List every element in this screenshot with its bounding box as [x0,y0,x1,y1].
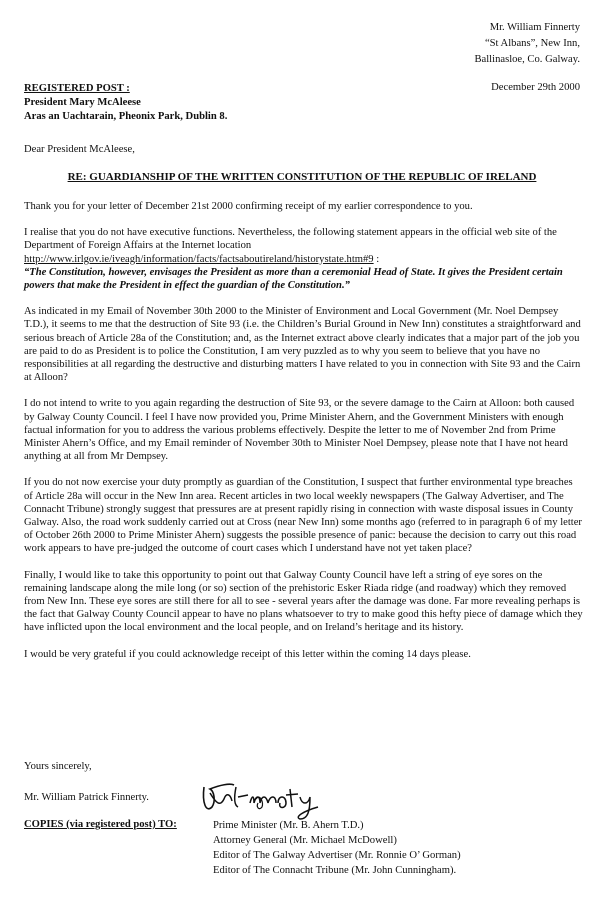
paragraph-1: Thank you for your letter of December 21st 2000 confirming receipt of my earlier correspondence to you. [24,201,473,212]
letter-body [24,200,584,674]
constitution-quote: “The Constitution, however, envisages the President as more than a ceremonial Head of State. It gives the President certain powers that make the President in effect the guardian of the Constitution.” [24,266,563,292]
recipient-block [24,82,227,124]
copy-recipient: Prime Minister (Mr. B. Ahern T.D.) [213,820,364,831]
recipient-address: Aras an Uachtarain, Pheonix Park, Dublin 8. [24,111,228,122]
closing: Yours sincerely, [24,761,92,772]
salutation: Dear President McAleese, [24,144,135,155]
copies-label: COPIES (via registered post) TO: [24,819,177,830]
paragraph-3: As indicated in my Email of November 30th 2000 to the Minister of Environment and Local Government (Mr. Noel Dempsey T.D.), it seems to me that the destruction of Site 93 (i.e. the Children’s Burial Ground in New Inn) constitutes a straightforward and serious breach of Article 28a of the Constitution; and, as the Internet extract above clearly indicates that a major part of the job you are paid to do as President is to police the Constitution, I am very puzzled as to why you seem to believe that you have no responsibilities at all regarding the destructive and disturbing matters I have related to you in connection with Site 93 and the Cairn at Alloon? [24,306,581,384]
copies-list [213,818,461,878]
signatory-name: Mr. William Patrick Finnerty. [24,792,149,803]
registered-post-label: REGISTERED POST : [24,83,130,94]
dfa-web-link[interactable]: http://www.irlgov.ie/iveagh/information/facts/factsaboutireland/historystate.htm#9 [24,253,374,265]
sender-address-line-2: Ballinasloe, Co. Galway. [474,54,580,65]
sender-address-block [320,20,580,68]
sender-address-line-1: “St Albans”, New Inn, [484,38,580,49]
paragraph-5: If you do not now exercise your duty promptly as guardian of the Constitution, I suspect that further environmental type breaches of Article 28a will occur in the New Inn area. Recent articles in two local weekly newspapers (The Galway Advertiser, and The Connacht Tribune) strongly suggest that pressures are at present rapidly rising in connection with waste disposal issues in County Galway. Also, the road work suddenly carried out at Cross (near New Inn) some months ago (referred to in paragraph 6 of my letter of October 26th 2000 to Prime Minister Ahern) suggests the possible presence of panic: because the decision to carry out this road work appears to have pre-judged the outcome of court cases which I understand have not yet taken place? [24,477,582,555]
paragraph-2-text: I realise that you do not have executive functions. Nevertheless, the following statement appears in the official web site of the Department of Foreign Affairs at the Internet location [24,227,557,252]
paragraph-7: I would be very grateful if you could acknowledge receipt of this letter within the coming 14 days please. [24,648,471,660]
letter-date: December 29th 2000 [491,82,580,93]
recipient-name: President Mary McAleese [24,97,141,108]
paragraph-6: Finally, I would like to take this opportunity to point out that Galway County Council have left a string of eye sores on the remaining landscape along the mile long (or so) section of the prehistoric Esker Riada ridge (and roadway) which they removed from New Inn. These eye sores are still there for all to see - several years after the damage was done. Far more revealing perhaps is the fact that Galway County Council appear to have no plans whatsoever to try to make good this hefty piece of damage which they have inflicted upon the local environment and the local people, and on Ireland’s heritage and its history. [24,569,583,634]
copy-recipient: Editor of The Connacht Tribune (Mr. John Cunningham). [213,865,457,876]
copy-recipient: Editor of The Galway Advertiser (Mr. Ronnie O’ Gorman) [213,850,461,861]
link-suffix: : [373,253,380,265]
paragraph-2 [24,226,584,292]
handwritten-signature [196,773,336,823]
sender-name: Mr. William Finnerty [489,22,580,33]
paragraph-4: I do not intend to write to you again regarding the destruction of Site 93, or the severe damage to the Cairn at Alloon: both caused by Galway County Council. I feel I have now provided you, Prime Minister Ahern, and the Government Ministers with enough factual information for you to address the various problems effectively. Despite the letter to me of November 2nd from Prime Minister Ahern’s Office, and my Email reminder of November 30th to Minister Noel Dempsey, please note that I have not heard anything at all from Mr Dempsey. [24,398,575,463]
copy-recipient: Attorney General (Mr. Michael McDowell) [213,835,397,846]
subject-line: RE: GUARDIANSHIP OF THE WRITTEN CONSTITUTION OF THE REPUBLIC OF IRELAND [67,171,537,183]
